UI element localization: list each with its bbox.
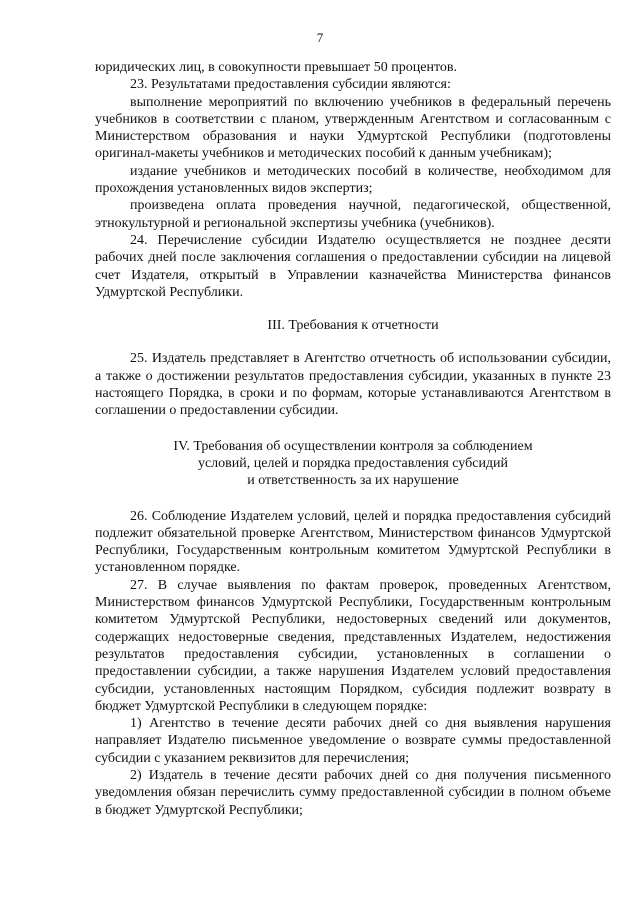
- paragraph-27-item-1: 1) Агентство в течение десяти рабочих дней со дня выявления нарушения направляет Издателю письменное уведомление о возврате суммы предоставленной субсидии с указанием реквизитов для перечисления;: [95, 716, 611, 766]
- section-4-heading-line-2: условий, целей и порядка предоставления субсидий: [197, 455, 509, 471]
- paragraph-24: 24. Перечисление субсидии Издателю осуществляется не позднее десяти рабочих дней после заключения соглашения о предоставлении субсидии на лицевой счет Издателя, открытый в Управлении казначейства Министерства финансов Удмуртской Республики.: [95, 232, 611, 300]
- section-4-heading: [95, 438, 611, 490]
- section-3-heading: III. Требования к отчетности: [267, 318, 439, 334]
- paragraph-continuation: юридических лиц, в совокупности превышает 50 процентов.: [95, 60, 458, 75]
- document-body: [95, 59, 611, 819]
- paragraph-25: 25. Издатель представляет в Агентство отчетность об использовании субсидии, а также о достижении результатов предоставления субсидии, указанных в пункте 23 настоящего Порядка, в сроки и по формам, которые устанавливаются Агентством в соглашении о предоставлении субсидии.: [95, 351, 611, 419]
- paragraph-23-item-1: выполнение мероприятий по включению учебников в федеральный перечень учебников в соответствии с планом, утвержденным Агентством и согласованным с Министерством образования и науки Удмуртской Республики (подготовлены оригинал-макеты учебников и методических пособий к данным учебникам);: [95, 94, 611, 162]
- paragraph-27-item-2: 2) Издатель в течение десяти рабочих дней со дня получения письменного уведомления обязан перечислить сумму предоставленной субсидии в полном объеме в бюджет Удмуртской Республики;: [95, 767, 611, 818]
- paragraph-23-item-3: произведена оплата проведения научной, педагогической, общественной, этнокультурной и региональной экспертизы учебника (учебников).: [95, 198, 611, 231]
- paragraph-23-item-2: издание учебников и методических пособий в количестве, необходимом для прохождения установленных видов экспертиз;: [95, 163, 611, 197]
- paragraph-23: 23. Результатами предоставления субсидии являются:: [130, 77, 451, 93]
- page-number: 7: [316, 30, 324, 45]
- paragraph-27: 27. В случае выявления по фактам проверок, проведенных Агентством, Министерством финансов Удмуртской Республики, Государственным контрольным комитетом Удмуртской Республики, недостоверных сведений или документов, содержащих недостоверные сведения, представленных Издателем, недостижения результатов предоставления субсидии, установленных в соглашении о предоставлении субсидии, а также нарушения Издателем условий предоставления субсидии, установленных настоящим Порядком, субсидия подлежит возврату в бюджет Удмуртской Республики в следующем порядке:: [95, 577, 611, 714]
- section-4-heading-line-3: и ответственность за их нарушение: [247, 473, 459, 489]
- paragraph-26: 26. Соблюдение Издателем условий, целей и порядка предоставления субсидий подлежит обязательной проверке Агентством, Министерством финансов Удмуртской Республики, Государственным контрольным комитетом Удмуртской Республики в установленном порядке.: [95, 508, 611, 576]
- section-4-heading-line-1: IV. Требования об осуществлении контроля за соблюдением: [173, 438, 533, 454]
